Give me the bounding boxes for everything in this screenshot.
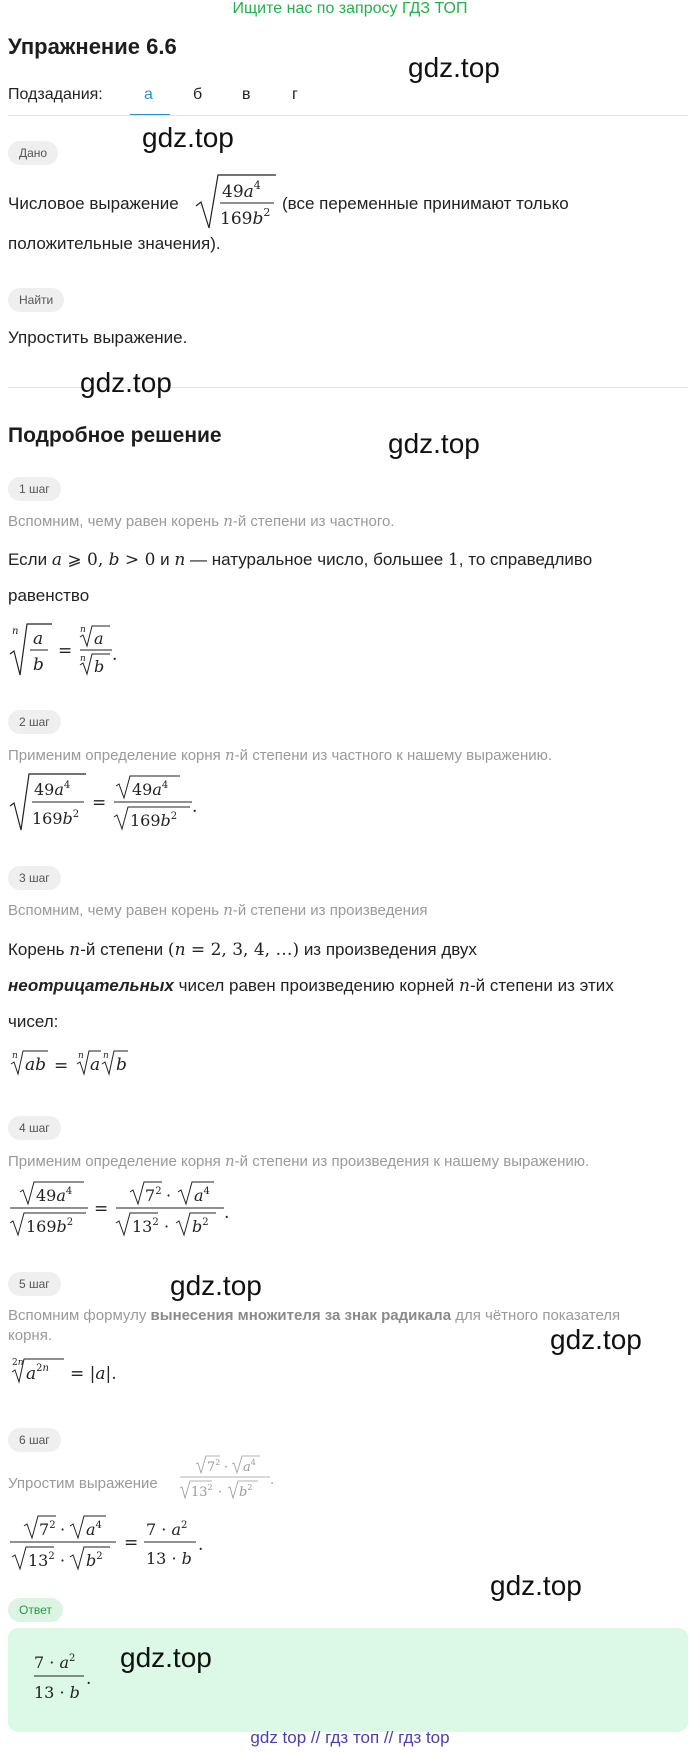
tab-v[interactable]: в	[242, 86, 251, 103]
svg-text:a2n: $a^{2n}$	[26, 1363, 49, 1384]
tab-a[interactable]: а	[144, 86, 153, 103]
svg-text:= |a|.: = |a|.	[70, 1364, 117, 1384]
svg-text:n: n	[103, 1051, 109, 1061]
formula-step-2	[8, 770, 198, 834]
svg-text:a: a	[90, 1055, 101, 1075]
step-2-hint: Применим определение корня n-й степени из частного к нашему выражению.	[8, 746, 553, 764]
step-3-hint: Вспомним, чему равен корень n-й степени из произведения	[8, 901, 428, 919]
svg-text:·: ·	[218, 1485, 223, 1500]
step-5-hint: Вспомним формулу вынесения множителя за знак радикала для чётного показателя корня.	[8, 1307, 621, 1344]
svg-text:·: ·	[60, 1520, 66, 1539]
step-3-chip: 3 шаг	[8, 866, 61, 890]
footer-links[interactable]: gdz top // гдз топ // гдз top	[250, 1728, 450, 1747]
svg-text:169b2: $169b^2$	[26, 1217, 74, 1236]
svg-text:·: ·	[224, 1460, 229, 1475]
svg-text:72: $7^2$	[39, 1520, 56, 1539]
svg-text:=: =	[58, 641, 73, 661]
svg-text:=: =	[124, 1533, 139, 1553]
answer-box	[8, 1628, 688, 1732]
find-text: Упростить выражение.	[8, 328, 188, 347]
formula-step-6	[8, 1510, 208, 1574]
svg-text:a: a	[94, 629, 104, 648]
watermark: gdz.top	[550, 1324, 642, 1355]
svg-text:132: $13^2$	[132, 1217, 159, 1236]
watermark: gdz.top	[80, 367, 172, 398]
svg-text:b: b	[94, 657, 105, 676]
svg-text:.: .	[192, 797, 198, 817]
svg-text:·: ·	[164, 1217, 170, 1236]
svg-text:b2: $b^2$	[86, 1551, 103, 1570]
svg-text:7 · a2: $7 \cdot a^2$	[34, 1653, 76, 1672]
svg-text:·: ·	[60, 1551, 66, 1570]
step-1-condition: Если a ⩾ 0, b > 0 и n — натуральное число, большее 1, то справедливо	[8, 550, 593, 570]
step-6-inline-expression	[178, 1452, 278, 1502]
svg-text:b: b	[33, 655, 44, 675]
svg-text:132: $13^2$	[191, 1483, 213, 1500]
answer-expression	[32, 1646, 94, 1706]
given-expression	[194, 172, 278, 232]
step-3-line3: чисел:	[8, 1012, 59, 1031]
svg-text:=: =	[94, 1199, 109, 1219]
given-chip: Дано	[8, 141, 58, 165]
step-1-line2: равенство	[8, 586, 90, 605]
svg-text:49a4: $49a^4$	[132, 780, 169, 799]
svg-text:=: =	[54, 1056, 69, 1076]
step-6-chip: 6 шаг	[8, 1428, 61, 1452]
watermark: gdz.top	[170, 1270, 262, 1301]
svg-text:169b2: $169b^2$	[130, 811, 178, 830]
svg-text:.: .	[198, 1535, 204, 1555]
answer-chip: Ответ	[8, 1598, 63, 1622]
formula-root-of-product	[8, 1046, 148, 1080]
svg-text:.: .	[112, 645, 118, 665]
watermark: gdz.top	[388, 428, 480, 459]
given-text-before: Числовое выражение	[8, 194, 179, 213]
svg-text:13 · b: 13 · b	[146, 1549, 192, 1568]
formula-root-of-quotient	[8, 620, 118, 678]
svg-text:=: =	[92, 793, 107, 813]
step-1-hint: Вспомним, чему равен корень n-й степени из частного.	[8, 512, 395, 530]
svg-text:n: n	[12, 626, 19, 637]
svg-text:49a4: $49a^4$	[34, 780, 71, 799]
svg-text:a4: $a^4$	[86, 1520, 102, 1539]
svg-text:49a4: $49a^4$	[222, 179, 261, 202]
svg-text:7 · a2: $7 \cdot a^2$	[146, 1520, 188, 1539]
svg-text:132: $13^2$	[28, 1551, 55, 1570]
divider	[8, 115, 688, 116]
formula-even-root	[8, 1354, 128, 1388]
svg-text:a4: $a^4$	[194, 1186, 210, 1205]
svg-text:n: n	[78, 1051, 84, 1061]
svg-text:.: .	[86, 1669, 92, 1689]
watermark: gdz.top	[408, 52, 500, 83]
svg-text:n: n	[80, 625, 86, 635]
svg-text:.: .	[224, 1203, 230, 1223]
solution-title: Подробное решение	[8, 424, 222, 447]
search-banner: Ищите нас по запросу ГДЗ ТОП	[232, 0, 468, 17]
watermark: gdz.top	[142, 122, 234, 153]
formula-step-4	[8, 1176, 233, 1240]
svg-text:13 · b: 13 · b	[34, 1683, 80, 1702]
svg-text:.: .	[270, 1473, 275, 1488]
step-3-line1: Корень n-й степени (n = 2, 3, 4, …) из произведения двух	[8, 940, 477, 960]
svg-text:·: ·	[166, 1186, 172, 1205]
svg-text:n: n	[80, 654, 86, 664]
svg-text:49a4: $49a^4$	[36, 1186, 73, 1205]
page-title: Упражнение 6.6	[8, 34, 177, 59]
svg-text:b: b	[116, 1055, 127, 1075]
svg-text:169b2: $169b^2$	[220, 206, 271, 229]
svg-text:b2: $b^2$	[239, 1483, 253, 1500]
svg-text:b2: $b^2$	[192, 1217, 209, 1236]
svg-text:n: n	[12, 1051, 18, 1061]
svg-text:72: $7^2$	[207, 1458, 221, 1475]
svg-text:a4: $a^4$	[243, 1458, 256, 1475]
step-5-chip: 5 шаг	[8, 1272, 61, 1296]
watermark: gdz.top	[120, 1642, 212, 1673]
step-4-chip: 4 шаг	[8, 1116, 61, 1140]
step-1-chip: 1 шаг	[8, 477, 61, 501]
given-text-after: (все переменные принимают только	[282, 194, 569, 213]
svg-text:72: $7^2$	[145, 1186, 162, 1205]
watermark: gdz.top	[490, 1570, 582, 1601]
tab-b[interactable]: б	[193, 86, 203, 103]
step-4-hint: Применим определение корня n-й степени из произведения к нашему выражению.	[8, 1152, 590, 1170]
svg-text:ab: ab	[25, 1055, 47, 1075]
svg-text:169b2: $169b^2$	[32, 809, 80, 828]
tab-g[interactable]: г	[292, 86, 298, 103]
find-chip: Найти	[8, 288, 64, 312]
subtasks-label: Подзадания:	[8, 86, 103, 103]
step-6-hint: Упростим выражение	[8, 1475, 158, 1492]
step-2-chip: 2 шаг	[8, 710, 61, 734]
svg-text:a: a	[33, 629, 44, 649]
svg-text:2n: 2n	[12, 1358, 24, 1368]
given-text-line2: положительные значения).	[8, 234, 221, 253]
step-3-line2: неотрицательных чисел равен произведению корней n-й степени из этих	[8, 976, 614, 996]
